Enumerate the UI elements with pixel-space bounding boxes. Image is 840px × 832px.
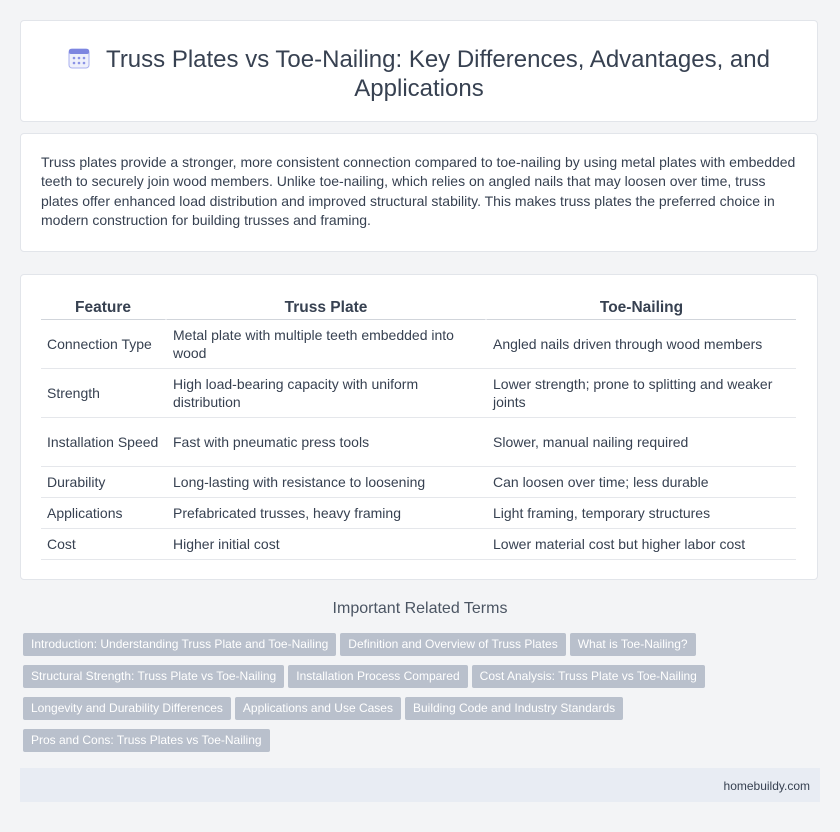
cell-truss-plate: Long-lasting with resistance to loosening	[167, 467, 485, 498]
cell-toe-nailing: Lower strength; prone to splitting and weaker joints	[487, 369, 796, 418]
related-term-tag[interactable]: Definition and Overview of Truss Plates	[340, 633, 565, 656]
cell-feature: Strength	[41, 369, 165, 418]
comparison-card	[20, 274, 818, 580]
intro-card	[20, 133, 818, 252]
header-feature: Feature	[41, 295, 165, 320]
related-term-tag[interactable]: Pros and Cons: Truss Plates vs Toe-Nailing	[23, 729, 270, 752]
page-title: Truss Plates vs Toe-Nailing: Key Differences, Advantages, and Applications	[106, 46, 770, 102]
cell-truss-plate: High load-bearing capacity with uniform distribution	[167, 369, 485, 418]
header-toe-nailing: Toe-Nailing	[487, 295, 796, 320]
cell-feature: Applications	[41, 498, 165, 529]
header-truss-plate: Truss Plate	[167, 295, 485, 320]
related-term-tag[interactable]: Longevity and Durability Differences	[23, 697, 231, 720]
table-row	[41, 529, 796, 560]
footer	[20, 768, 820, 802]
cell-toe-nailing: Slower, manual nailing required	[487, 418, 796, 467]
table-row	[41, 467, 796, 498]
related-terms-heading: Important Related Terms	[332, 600, 508, 617]
cell-truss-plate: Prefabricated trusses, heavy framing	[167, 498, 485, 529]
related-term-tag[interactable]: Cost Analysis: Truss Plate vs Toe-Nailing	[472, 665, 705, 688]
cell-truss-plate: Higher initial cost	[167, 529, 485, 560]
title-card	[20, 20, 818, 122]
table-row	[41, 320, 796, 369]
cell-toe-nailing: Lower material cost but higher labor cost	[487, 529, 796, 560]
cell-truss-plate: Fast with pneumatic press tools	[167, 418, 485, 467]
cell-toe-nailing: Angled nails driven through wood members	[487, 320, 796, 369]
page-title-row	[21, 21, 817, 103]
related-term-tag[interactable]: Applications and Use Cases	[235, 697, 401, 720]
cell-feature: Connection Type	[41, 320, 165, 369]
related-term-tag[interactable]: Installation Process Compared	[288, 665, 467, 688]
cell-truss-plate: Metal plate with multiple teeth embedded into wood	[167, 320, 485, 369]
table-row	[41, 498, 796, 529]
calendar-icon	[68, 47, 90, 69]
table-row	[41, 369, 796, 418]
related-term-tag[interactable]: What is Toe-Nailing?	[570, 633, 696, 656]
cell-feature: Installation Speed	[41, 418, 165, 467]
related-term-tag[interactable]: Building Code and Industry Standards	[405, 697, 623, 720]
cell-feature: Durability	[41, 467, 165, 498]
cell-feature: Cost	[41, 529, 165, 560]
related-term-tag[interactable]: Introduction: Understanding Truss Plate and Toe-Nailing	[23, 633, 336, 656]
table-header-row	[41, 295, 796, 320]
comparison-table	[41, 295, 796, 560]
table-row	[41, 418, 796, 467]
related-term-tag[interactable]: Structural Strength: Truss Plate vs Toe-Nailing	[23, 665, 284, 688]
footer-site-link[interactable]: homebuildy.com	[723, 779, 810, 793]
cell-toe-nailing: Light framing, temporary structures	[487, 498, 796, 529]
intro-paragraph: Truss plates provide a stronger, more consistent connection compared to toe-nailing by using metal plates with embedded teeth to securely join wood members. Unlike toe-nailing, which relies on angled nails that may loosen over time, truss plates offer enhanced load distribution and improved structural stability. This makes truss plates the preferred choice in modern construction for building trusses and framing.	[41, 154, 796, 228]
cell-toe-nailing: Can loosen over time; less durable	[487, 467, 796, 498]
related-terms-list	[23, 633, 823, 761]
